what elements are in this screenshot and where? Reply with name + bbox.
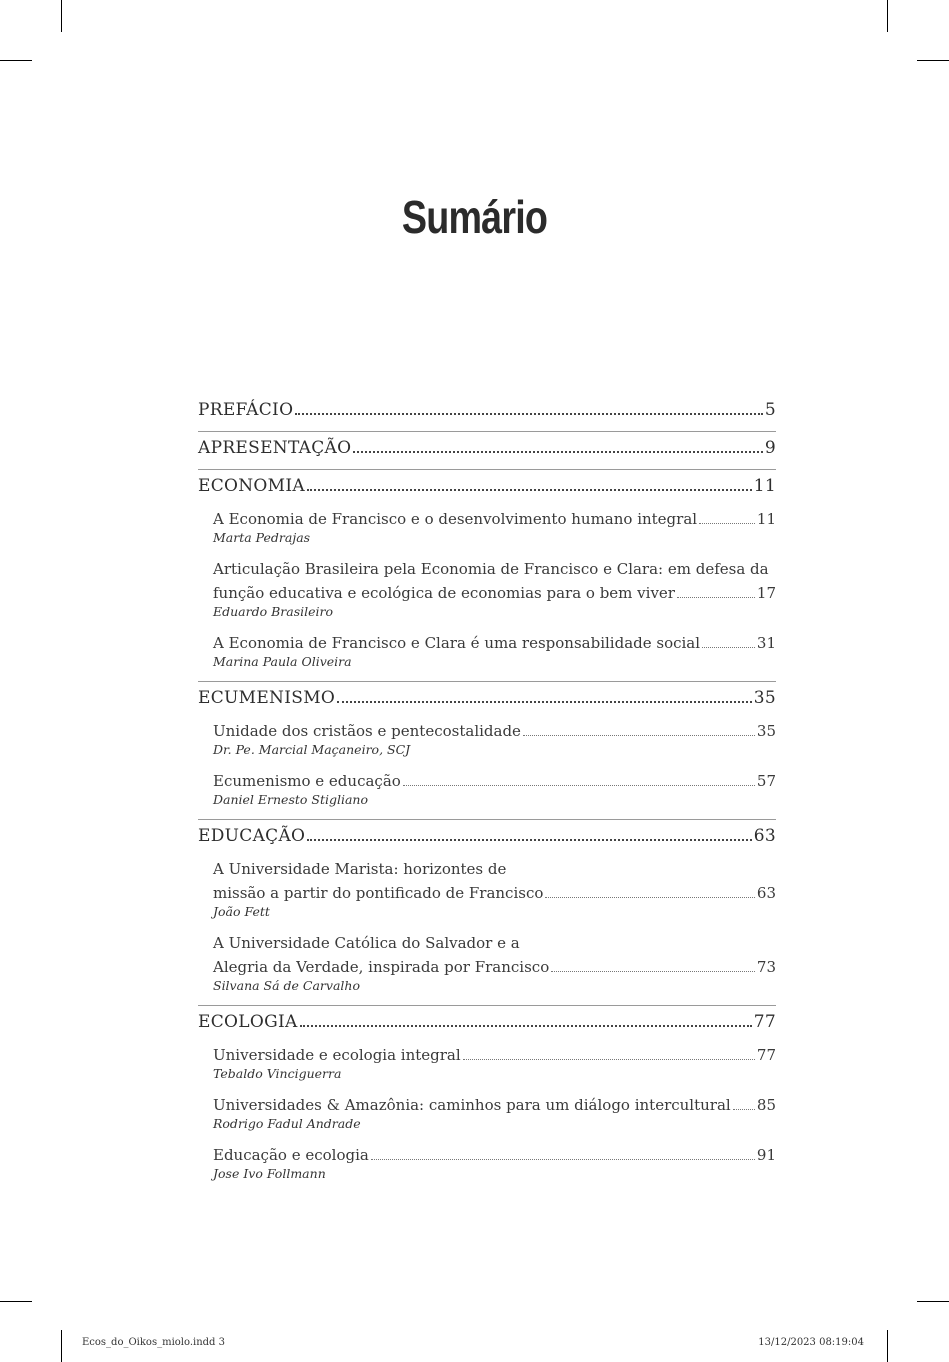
toc-entry-row [213, 1143, 776, 1167]
toc-entry-row [213, 1043, 776, 1067]
crop-mark [61, 0, 62, 32]
section-page-number: 63 [753, 826, 776, 846]
entry-page-number: 57 [756, 772, 776, 790]
crop-mark [0, 60, 32, 61]
entry-author: Rodrigo Fadul Andrade [213, 1116, 361, 1131]
dot-leader [733, 1109, 755, 1110]
section-page-number: 77 [753, 1012, 776, 1032]
entry-title: Universidade e ecologia integral [213, 1046, 461, 1064]
entry-title: Educação e ecologia [213, 1146, 369, 1164]
entry-title: Ecumenismo e educação [213, 772, 401, 790]
toc-entry[interactable] [198, 631, 776, 671]
toc-section-row[interactable] [198, 1006, 776, 1043]
entry-author: Silvana Sá de Carvalho [213, 978, 360, 993]
entry-page-number: 91 [756, 1146, 776, 1164]
entry-title-line: A Universidade Católica do Salvador e a [213, 934, 520, 952]
entry-page-number: 31 [756, 634, 776, 652]
entry-title: A Economia de Francisco e Clara é uma responsabilidade social [213, 634, 701, 652]
entry-title: Universidades & Amazônia: caminhos para um diálogo intercultural [213, 1096, 731, 1114]
toc-section-row[interactable] [198, 394, 776, 431]
page-title: Sumário [401, 191, 548, 243]
toc-section [198, 681, 776, 809]
entry-page-number: 35 [756, 722, 776, 740]
footer-timestamp: 13/12/2023 08:19:04 [758, 1337, 864, 1348]
toc-entry[interactable] [198, 1043, 776, 1083]
entry-author: Dr. Pe. Marcial Maçaneiro, SCJ [213, 742, 411, 757]
toc-entry[interactable] [198, 1143, 776, 1183]
entry-author: Eduardo Brasileiro [213, 604, 334, 619]
dot-leader [300, 1025, 752, 1027]
dot-leader [353, 451, 763, 453]
toc-entry[interactable] [198, 769, 776, 809]
section-heading: EDUCAÇÃO [198, 826, 306, 846]
toc-entry-row [213, 631, 776, 655]
toc-entry-row [213, 719, 776, 743]
entry-author: Jose Ivo Follmann [213, 1166, 326, 1181]
dot-leader [702, 647, 755, 648]
entry-page-number: 63 [756, 884, 776, 902]
table-of-contents [198, 394, 776, 1193]
section-heading: ECONOMIA [198, 476, 305, 496]
toc-section-row[interactable] [198, 820, 776, 857]
dot-leader [337, 701, 752, 703]
entry-title: Unidade dos cristãos e pentecostalidade [213, 722, 521, 740]
toc-section [198, 819, 776, 995]
crop-mark [917, 60, 949, 61]
toc-section [198, 394, 776, 431]
toc-section [198, 469, 776, 671]
entry-author: Marta Pedrajas [213, 530, 311, 545]
toc-entry-row [213, 769, 776, 793]
dot-leader [551, 971, 755, 972]
crop-mark [887, 0, 888, 32]
toc-section-row[interactable] [198, 432, 776, 469]
entry-title: missão a partir do pontificado de Francisco [213, 884, 544, 902]
dot-leader [523, 735, 755, 736]
toc-section [198, 1005, 776, 1183]
toc-entry-row [213, 581, 776, 605]
toc-entry[interactable] [198, 719, 776, 759]
entry-page-number: 11 [756, 510, 776, 528]
toc-entry[interactable] [198, 1093, 776, 1133]
toc-entry-row [213, 507, 776, 531]
dot-leader [699, 523, 755, 524]
section-page-number: 9 [764, 438, 776, 458]
entry-title: A Economia de Francisco e o desenvolvimento humano integral [213, 510, 698, 528]
crop-mark [887, 1330, 888, 1362]
section-heading: ECUMENISMO [198, 688, 336, 708]
entry-title-line: Articulação Brasileira pela Economia de Francisco e Clara: em defesa da [213, 560, 769, 578]
section-heading: APRESENTAÇÃO [198, 438, 352, 458]
entry-page-number: 73 [756, 958, 776, 976]
entry-title: Alegria da Verdade, inspirada por Francisco [213, 958, 550, 976]
entry-author: João Fett [213, 904, 270, 919]
section-heading: ECOLOGIA [198, 1012, 298, 1032]
toc-entry-row [213, 955, 776, 979]
entry-page-number: 77 [756, 1046, 776, 1064]
crop-mark [61, 1330, 62, 1362]
toc-section [198, 431, 776, 469]
dot-leader [545, 897, 755, 898]
dot-leader [295, 413, 763, 415]
section-page-number: 5 [764, 400, 776, 420]
dot-leader [677, 597, 755, 598]
entry-author: Tebaldo Vinciguerra [213, 1066, 342, 1081]
toc-entry-row [213, 1093, 776, 1117]
toc-entry[interactable] [198, 857, 776, 921]
dot-leader [307, 839, 751, 841]
entry-author: Marina Paula Oliveira [213, 654, 352, 669]
dot-leader [463, 1059, 755, 1060]
section-page-number: 35 [753, 688, 776, 708]
crop-mark [0, 1301, 32, 1302]
entry-author: Daniel Ernesto Stigliano [213, 792, 368, 807]
footer-file-name: Ecos_do_Oikos_miolo.indd 3 [82, 1337, 225, 1348]
dot-leader [371, 1159, 755, 1160]
crop-mark [917, 1301, 949, 1302]
toc-section-row[interactable] [198, 470, 776, 507]
toc-entry[interactable] [198, 507, 776, 547]
toc-entry-row [213, 881, 776, 905]
toc-section-row[interactable] [198, 682, 776, 719]
dot-leader [403, 785, 755, 786]
entry-page-number: 85 [756, 1096, 776, 1114]
entry-title: função educativa e ecológica de economias para o bem viver [213, 584, 675, 602]
dot-leader [307, 489, 752, 491]
entry-title-line: A Universidade Marista: horizontes de [213, 860, 507, 878]
section-page-number: 11 [753, 476, 776, 496]
section-heading: PREFÁCIO [198, 400, 294, 420]
toc-entry[interactable] [198, 557, 776, 621]
toc-entry[interactable] [198, 931, 776, 995]
entry-page-number: 17 [756, 584, 776, 602]
